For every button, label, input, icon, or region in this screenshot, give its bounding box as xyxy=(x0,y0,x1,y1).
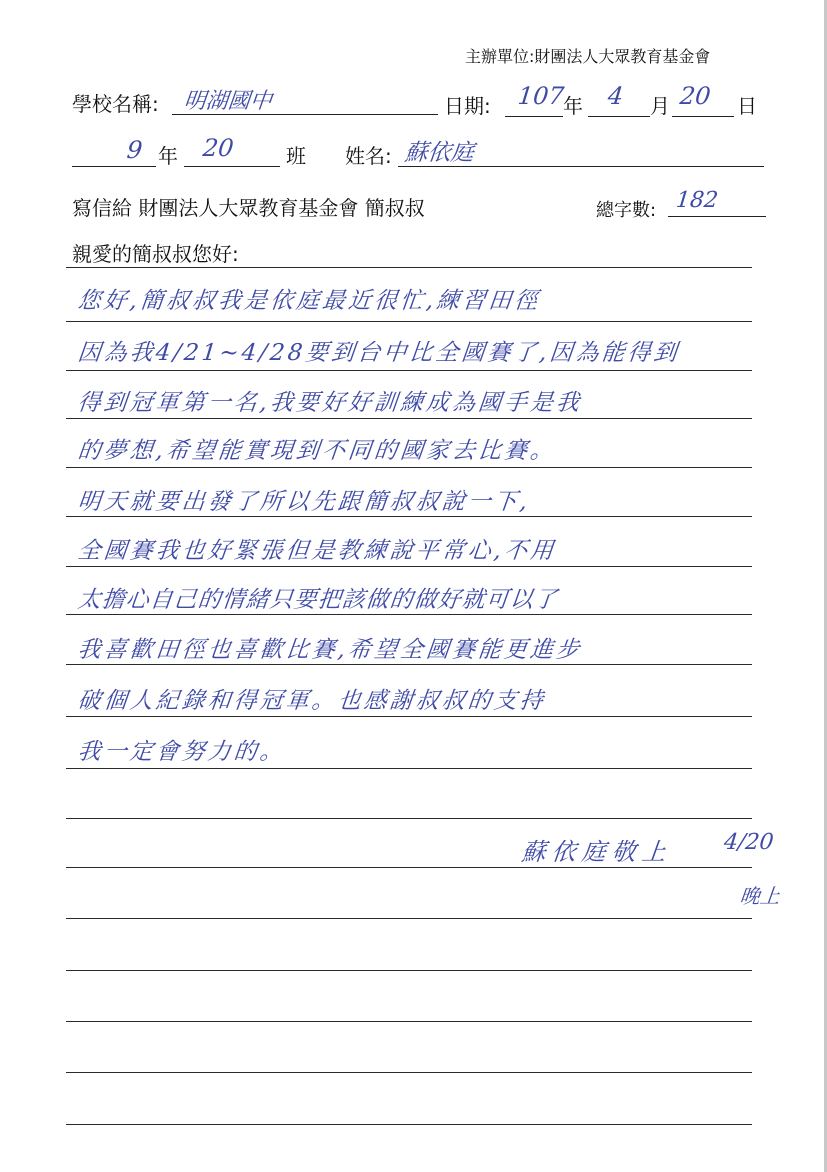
rule-line xyxy=(66,418,752,419)
rule-line xyxy=(66,664,752,665)
class-underline xyxy=(184,166,280,167)
rule-line xyxy=(66,970,752,971)
name-underline xyxy=(398,166,764,167)
letter-line: 我喜歡田徑也喜歡比賽,希望全國賽能更進步 xyxy=(76,637,584,663)
rule-line xyxy=(66,768,752,769)
year-unit: 年 xyxy=(563,94,583,118)
rule-line xyxy=(66,818,752,819)
rule-line xyxy=(66,1072,752,1073)
letter-line: 得到冠軍第一名,我要好好訓練成為國手是我 xyxy=(76,390,584,416)
class-value: 20 xyxy=(201,134,236,162)
rule-line xyxy=(66,867,752,868)
letter-line: 明天就要出發了所以先跟簡叔叔說一下, xyxy=(76,489,532,515)
rule-line xyxy=(66,467,752,468)
class-unit: 班 xyxy=(286,144,306,168)
month-underline xyxy=(588,116,650,117)
rule-line xyxy=(66,516,752,517)
rule-line xyxy=(66,1124,752,1125)
organizer-label: 主辦單位:財團法人大眾教育基金會 xyxy=(465,47,711,66)
rule-line xyxy=(66,614,752,615)
rule-line xyxy=(66,1021,752,1022)
letter-line: 因為我4/21~4/28要到台中比全國賽了,因為能得到 xyxy=(76,340,681,366)
rule-line xyxy=(66,321,752,322)
word-count-underline xyxy=(668,216,766,217)
school-label: 學校名稱: xyxy=(72,92,159,116)
word-count-value: 182 xyxy=(674,188,720,213)
school-value: 明湖國中 xyxy=(182,89,274,114)
letter-line: 太擔心自己的情緒只要把該做的做好就可以了 xyxy=(76,587,560,613)
signature-time: 晚上 xyxy=(738,884,782,908)
year-underline xyxy=(505,116,563,117)
date-month: 4 xyxy=(606,82,625,110)
date-label: 日期: xyxy=(444,94,491,118)
rule-line xyxy=(66,566,752,567)
rule-line xyxy=(66,267,752,268)
date-day: 20 xyxy=(678,82,713,110)
rule-line xyxy=(66,918,752,919)
grade-underline xyxy=(72,166,156,167)
letter-line: 破個人紀錄和得冠軍。也感謝叔叔的支持 xyxy=(76,688,548,714)
rule-line xyxy=(66,370,752,371)
day-unit: 日 xyxy=(737,94,757,118)
school-underline xyxy=(172,114,438,115)
name-value: 蘇依庭 xyxy=(403,140,476,166)
letter-line: 我一定會努力的。 xyxy=(76,739,288,765)
recipient-line: 寫信給 財團法人大眾教育基金會 簡叔叔 xyxy=(72,196,425,220)
rule-line xyxy=(66,716,752,717)
grade-unit: 年 xyxy=(158,144,178,168)
greeting: 親愛的簡叔叔您好: xyxy=(72,242,239,266)
name-label: 姓名: xyxy=(345,144,392,168)
letter-line: 全國賽我也好緊張但是教練說平常心,不用 xyxy=(76,538,558,564)
signature: 蘇依庭敬上 xyxy=(520,838,674,866)
day-underline xyxy=(672,116,734,117)
grade-value: 9 xyxy=(125,136,144,164)
signature-date: 4/20 xyxy=(722,830,775,855)
date-year: 107 xyxy=(516,82,566,110)
month-unit: 月 xyxy=(650,94,670,118)
letter-line: 您好,簡叔叔我是依庭最近很忙,練習田徑 xyxy=(76,288,542,314)
letter-line: 的夢想,希望能實現到不同的國家去比賽。 xyxy=(76,438,558,464)
word-count-label: 總字數: xyxy=(596,200,657,221)
